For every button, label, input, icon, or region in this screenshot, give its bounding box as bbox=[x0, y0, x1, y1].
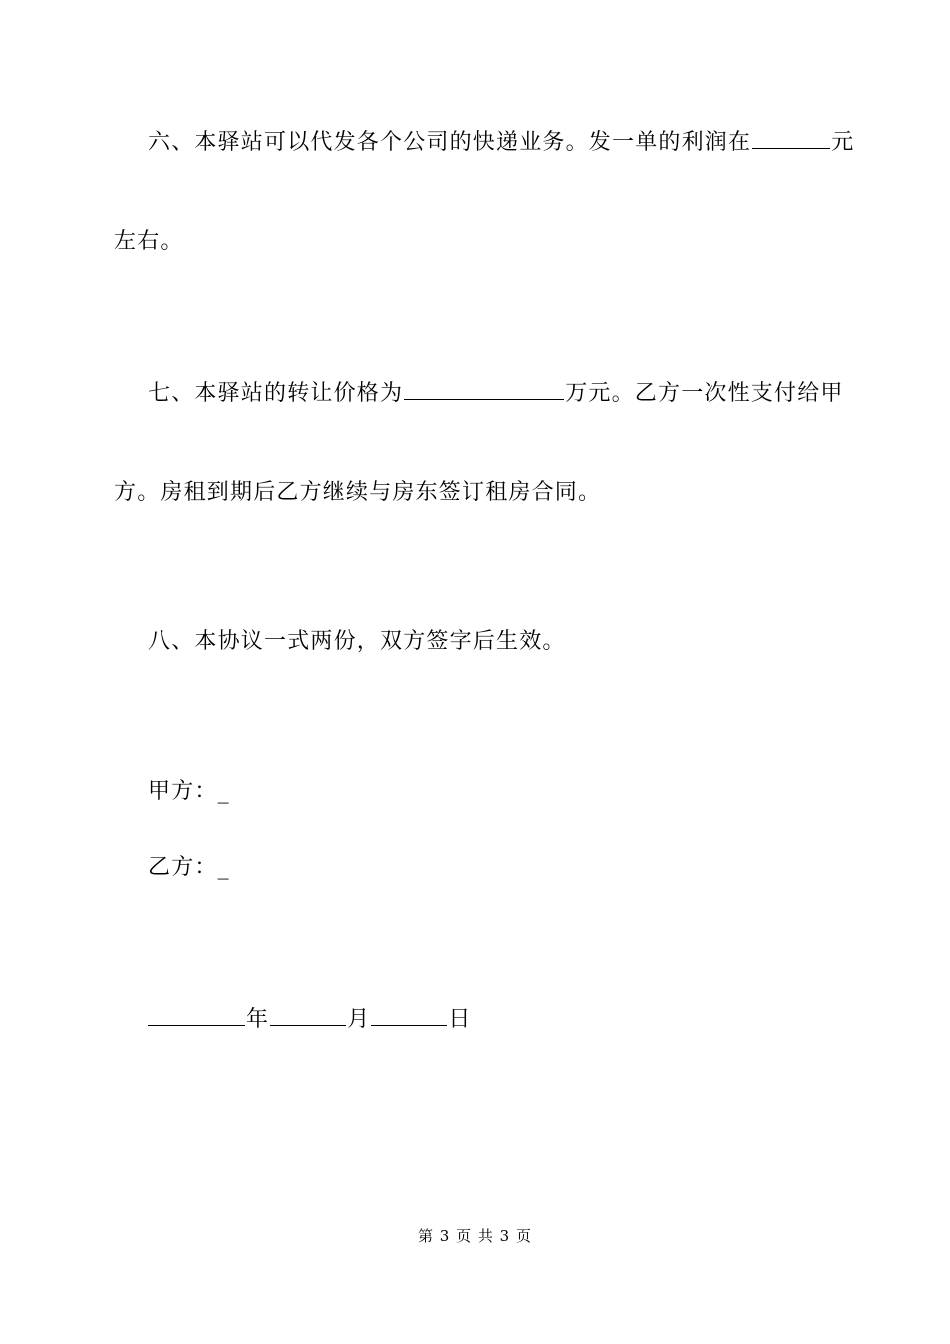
party-b-signature bbox=[148, 853, 230, 883]
year-label: 年 bbox=[246, 1007, 270, 1032]
party-a-signature bbox=[148, 777, 230, 807]
party-a-label: 甲方：_ bbox=[148, 779, 230, 804]
day-label: 日 bbox=[448, 1007, 472, 1032]
date-line bbox=[148, 1003, 472, 1035]
party-b-label: 乙方：_ bbox=[148, 855, 230, 880]
page-number-text: 第 3 页 共 3 页 bbox=[418, 1227, 532, 1245]
clause-seven-text-end: 万元。乙方一次性支付给甲 bbox=[565, 381, 844, 406]
clause-seven-continuation: 方。房租到期后乙方继续与房东签订租房合同。 bbox=[114, 480, 602, 505]
month-label: 月 bbox=[347, 1007, 371, 1032]
clause-six-text: 六、本驿站可以代发各个公司的快递业务。发一单的利润在 bbox=[148, 130, 752, 155]
clause-six-line-1 bbox=[148, 126, 854, 158]
clause-seven-text-start: 七、本驿站的转让价格为 bbox=[148, 381, 404, 406]
day-blank bbox=[371, 1003, 447, 1026]
profit-blank bbox=[752, 126, 830, 149]
clause-six-line-2 bbox=[114, 227, 184, 257]
price-blank bbox=[404, 377, 564, 400]
clause-eight-line-1 bbox=[148, 627, 566, 657]
clause-seven-line-2 bbox=[114, 478, 601, 508]
year-blank bbox=[148, 1003, 245, 1026]
month-blank bbox=[270, 1003, 346, 1026]
page-footer bbox=[0, 1226, 950, 1246]
clause-seven-line-1 bbox=[148, 377, 844, 409]
clause-six-continuation: 左右。 bbox=[114, 229, 184, 254]
clause-six-unit: 元 bbox=[831, 130, 855, 155]
clause-eight-text: 八、本协议一式两份，双方签字后生效。 bbox=[148, 629, 566, 654]
